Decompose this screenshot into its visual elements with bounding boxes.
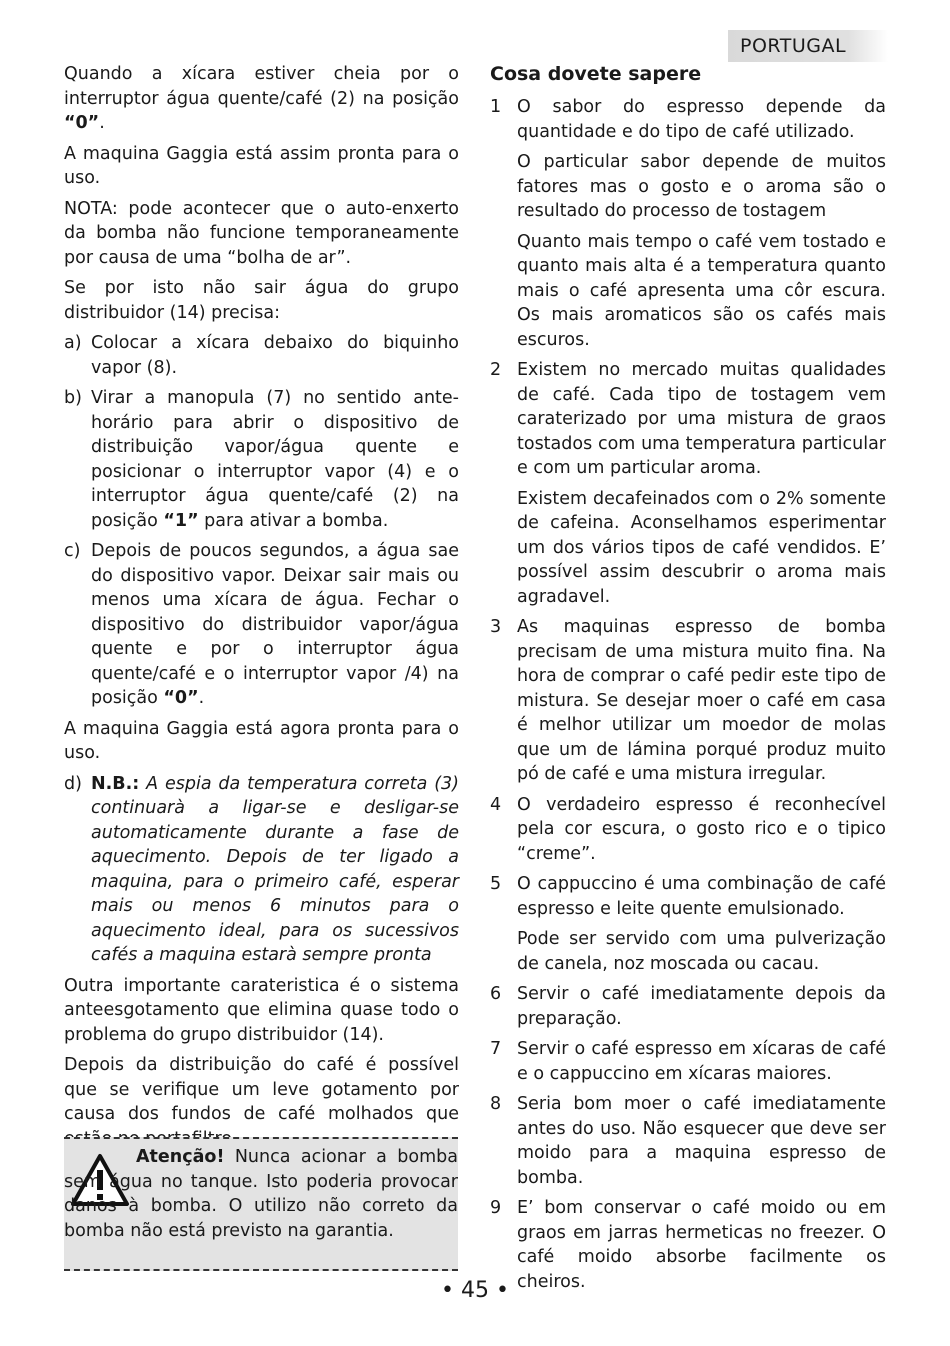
list-item [490,95,886,144]
item-text: Servir o café imediatamente depois da preparação. [517,984,886,1029]
item-paragraph: Existem decafeinados com o 2% somente de cafeina. Aconselhamos esperimentar um dos vários tipos de café vendidos. E’ possível assim descubrir o aroma mais agradavel. [517,488,886,607]
item-number: 4 [490,794,502,815]
list-item [490,358,886,481]
list-item [490,1037,886,1086]
list-item [490,982,886,1031]
list-item [490,615,886,787]
paragraph: A maquina Gaggia está assim pronta para o uso. [64,143,459,188]
paragraph: Quando a xícara estiver cheia por o interruptor água quente/café (2) na posição “0”. [64,64,459,133]
item-number: 5 [490,874,502,894]
item-number: 6 [490,984,502,1004]
list-item: d) N.B.: A espia da temperatura correta (3) continuarà a ligar-se e desligar-se automaticamente durante a fase de aquecimento. Depois de ter ligado a maquina, para o primeiro café, esperar mais ou menos 6 minutos para o aquecimento ideal, para os sucessivos cafés a maquina estarà sempre pronta [64,773,459,965]
warning-box [64,1137,458,1271]
item-text: O sabor do espresso depende da quantidade e do tipo de café utilizado. [517,97,886,142]
item-text: O cappuccino é uma combinação de café espresso e leite quente emulsionado. [517,874,886,919]
item-number: 7 [490,1039,502,1059]
item-text: Seria bom moer o café imediatamente antes do uso. Não esquecer que deve ser moido para a maquina espresso de bomba. [517,1094,886,1188]
item-text: E’ bom conservar o café moido ou em graos em jarras hermeticas no freezer. O café moido absorbe facilmente os cheiros. [517,1198,886,1292]
item-number: 9 [490,1198,502,1218]
page-number: • 45 • [441,1278,509,1303]
item-paragraph: O particular sabor depende de muitos fatores mas o gosto e o aroma são o resultado do processo de tostagem [517,152,886,221]
numbered-list [490,95,886,1294]
item-number: 2 [490,360,502,380]
list-item [490,1092,886,1190]
item-paragraph: Pode ser servido com uma pulverização de canela, noz moscada ou cacau. [517,929,886,974]
section-title: Cosa dovete sapere [490,63,702,85]
item-paragraph: Quanto mais tempo o café vem tostado e quanto mais alta é a temperatura quanto mais o café apresenta uma côr escura. Os mais aromaticos são os cafés mais escuros. [517,231,886,350]
list-item [490,793,886,867]
paragraph: A maquina Gaggia está agora pronta para o uso. [64,718,459,763]
list-item: b) Virar a manopula (7) no sentido ante-horário para abrir o dispositivo de distribuição vapor/água quente e posicionar o interruptor vapor (4) e o interruptor água quente/café (2) na posição “1” para ativar a bomba. [64,388,459,531]
item-text: As maquinas espresso de bomba precisam de uma mistura muito fina. Na hora de comprar o café pedir este tipo de mistura. Se desejar moer o café em casa é melhor utilizar um moedor de molas que um de lámina porqué produz muito pó de café e uma mistura irregular. [517,617,886,784]
list-item [490,872,886,921]
item-number: 8 [490,1094,502,1114]
item-text: Servir o café espresso em xícaras de café e o cappuccino em xícaras maiores. [517,1039,886,1084]
list-item: a) Colocar a xícara debaixo do biquinho vapor (8). [64,333,459,378]
right-column [490,62,886,1300]
list-item: c) Depois de poucos segundos, a água sae do dispositivo vapor. Deixar sair mais ou menos uma xícara de água. Fechar o dispositivo do distribuidor vapor/água quente e por o interruptor água quente/café e o interruptor vapor /4) na posição “0”. [64,541,459,708]
item-text: Existem no mercado muitas qualidades de café. Cada tipo de tostagem vem caraterizado por uma mistura de graos tostados com uma temperatura particular e com um particular aroma. [517,360,886,478]
item-number: 3 [490,617,502,637]
paragraph: Se por isto não sair água do grupo distribuidor (14) precisa: [64,278,459,323]
warning-text: Atenção! Nunca acionar a bomba sem água no tanque. Isto poderia provocar danos à bomba. O utilizo não correto da bomba não está previsto na garantia. [64,1147,458,1241]
paragraph: Outra importante carateristica é o sistema anteesgotamento que elimina quase todo o problema do grupo distribuidor (14). [64,975,459,1045]
region-tab: PORTUGAL [728,30,888,62]
item-text: O verdadeiro espresso é reconhecível pela cor escura, o gosto rico e o tipico “creme”. [517,794,886,864]
left-column [64,62,459,1157]
item-number: 1 [490,97,502,117]
note-paragraph: NOTA: pode acontecer que o auto-enxerto da bomba não funcione temporaneamente por causa de uma “bolha de ar”. [64,198,459,268]
paragraph: Depois da distribuição do café é possível que se verifique um leve gotamento por causa dos fundos de café molhados que [64,1055,459,1124]
